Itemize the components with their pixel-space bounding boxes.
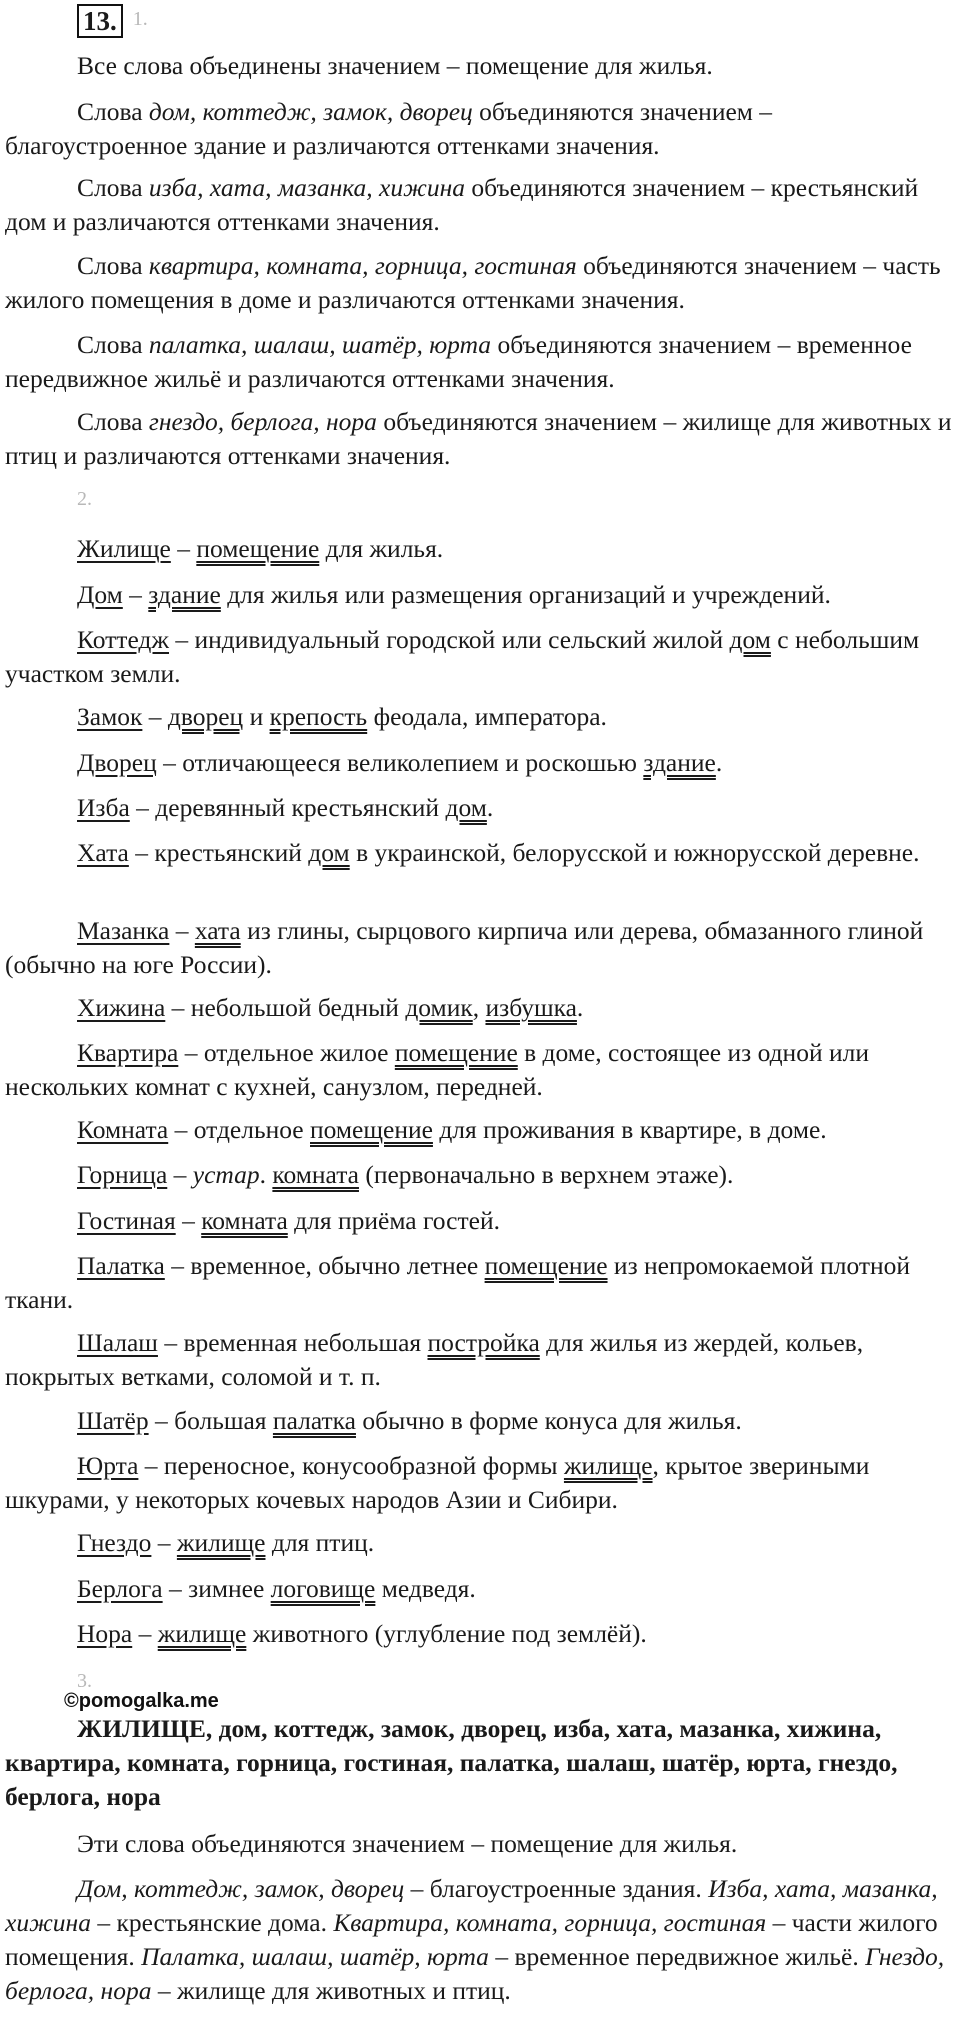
base-word: помещение: [196, 534, 320, 563]
base-word: хата: [194, 916, 241, 945]
usage-note: устар: [192, 1160, 260, 1189]
part1-group: Слова дом, коттедж, замок, дворец объединяются значением – благоустроенное здание и различаются оттенками значения.: [5, 97, 773, 160]
base-word: избушка: [485, 993, 577, 1022]
base-word: логовище: [270, 1574, 376, 1603]
part1-group: Слова палатка, шалаш, шатёр, юрта объединяются значением – временное передвижное жильё и различаются оттенками значения.: [5, 330, 912, 393]
base-word: дом: [445, 793, 487, 822]
term: Гостиная: [77, 1206, 176, 1235]
term: Коттедж: [77, 625, 170, 654]
definition: Дом – здание для жилья или размещения организаций и учреждений.: [77, 580, 831, 609]
definition: Юрта – переносное, конусообразной формы жилище, крытое звериными шкурами, у некоторых кочевых народов Азии и Сибири.: [5, 1451, 870, 1514]
term: Мазанка: [77, 916, 170, 945]
term: Нора: [77, 1619, 133, 1648]
definition: Коттедж – индивидуальный городской или сельский жилой дом с небольшим участком земли.: [5, 625, 920, 688]
term: Изба: [77, 793, 130, 822]
term: Берлога: [77, 1574, 163, 1603]
task-header: [77, 4, 148, 40]
definition: Шалаш – временная небольшая постройка для жилья из жердей, кольев, покрытых ветками, соломой и т. п.: [5, 1328, 864, 1391]
definition: Палатка – временное, обычно летнее помещение из непромокаемой плотной ткани.: [5, 1251, 911, 1314]
base-word: домик: [405, 993, 473, 1022]
base-word: постройка: [427, 1328, 540, 1357]
term: Квартира: [77, 1038, 179, 1067]
definition: Горница – устар. комната (первоначально в верхнем этаже).: [77, 1160, 734, 1189]
task-number: 13.: [77, 4, 123, 38]
part3-final: Дом, коттедж, замок, дворец – благоустроенные здания. Изба, хата, мазанка, хижина – крестьянские дома. Квартира, комната, горница, гостиная – части жилого помещения. Палатка, шалаш, шатёр, юрта – временное передвижное жильё. Гнездо, берлога, нора – жилище для животных и птиц.: [5, 1874, 945, 2005]
term: Хата: [77, 838, 129, 867]
base-word: здание: [643, 748, 716, 777]
definition: Хижина – небольшой бедный домик, избушка.: [77, 993, 584, 1022]
base-word: жилище: [176, 1528, 266, 1557]
definition: Хата – крестьянский дом в украинской, белорусской и южнорусской деревне.: [77, 838, 920, 867]
definition: Жилище – помещение для жилья.: [77, 534, 444, 563]
base-word: комната: [201, 1206, 288, 1235]
watermark: ©pomogalka.me: [64, 1690, 219, 1712]
base-word: помещение: [484, 1251, 608, 1280]
term: Горница: [77, 1160, 168, 1189]
definition: Шатёр – большая палатка обычно в форме конуса для жилья.: [77, 1406, 742, 1435]
base-word: крепость: [269, 702, 368, 731]
base-word: помещение: [394, 1038, 518, 1067]
base-word: дворец: [167, 702, 244, 731]
term: Юрта: [77, 1451, 139, 1480]
base-word: жилище: [157, 1619, 247, 1648]
part2-label: 2.: [77, 488, 92, 510]
definition: Замок – дворец и крепость феодала, императора.: [77, 702, 607, 731]
definition: Комната – отдельное помещение для проживания в квартире, в доме.: [77, 1115, 827, 1144]
part3-summary: Эти слова объединяются значением – помещение для жилья.: [77, 1829, 738, 1858]
base-word: палатка: [272, 1406, 356, 1435]
base-word: здание: [148, 580, 221, 609]
base-word: помещение: [310, 1115, 433, 1144]
term: Хижина: [77, 993, 166, 1022]
definition: Берлога – зимнее логовище медведя.: [77, 1574, 476, 1603]
term: Шалаш: [77, 1328, 158, 1357]
term: Дворец: [77, 748, 157, 777]
definition: Мазанка – хата из глины, сырцового кирпича или дерева, обмазанного глиной (обычно на юге России).: [5, 916, 924, 979]
term: Дом: [77, 580, 123, 609]
base-word: дом: [308, 838, 350, 867]
part1-group: Слова изба, хата, мазанка, хижина объединяются значением – крестьянский дом и различаются оттенками значения.: [5, 173, 919, 236]
definition: Изба – деревянный крестьянский дом.: [77, 793, 494, 822]
part1-group: Слова квартира, комната, горница, гостиная объединяются значением – часть жилого помещения в доме и различаются оттенками значения.: [5, 251, 941, 314]
term: Замок: [77, 702, 143, 731]
term: Гнездо: [77, 1528, 152, 1557]
part1-group: Слова гнездо, берлога, нора объединяются значением – жилище для животных и птиц и различаются оттенками значения.: [5, 407, 952, 470]
definition: Дворец – отличающееся великолепием и роскошью здание.: [77, 748, 723, 777]
part1-label: 1.: [132, 8, 148, 30]
definition: Гнездо – жилище для птиц.: [77, 1528, 375, 1557]
definition: Нора – жилище животного (углубление под землёй).: [77, 1619, 647, 1648]
base-word: дом: [729, 625, 771, 654]
definition: Гостиная – комната для приёма гостей.: [77, 1206, 500, 1235]
term: Палатка: [77, 1251, 165, 1280]
term: Комната: [77, 1115, 169, 1144]
term: Жилище: [77, 534, 171, 563]
part1-intro: Все слова объединены значением – помещение для жилья.: [77, 51, 713, 80]
term: Шатёр: [77, 1406, 149, 1435]
part3-label: 3.: [77, 1670, 92, 1692]
word-list: ЖИЛИЩЕ, дом, коттедж, замок, дворец, изба, хата, мазанка, хижина, квартира, комната, горница, гостиная, палатка, шалаш, шатёр, юрта, гнездо, берлога, нора: [5, 1714, 898, 1811]
base-word: жилище: [563, 1451, 653, 1480]
definition: Квартира – отдельное жилое помещение в доме, состоящее из одной или нескольких комнат с кухней, санузлом, передней.: [5, 1038, 869, 1101]
base-word: комната: [272, 1160, 359, 1189]
